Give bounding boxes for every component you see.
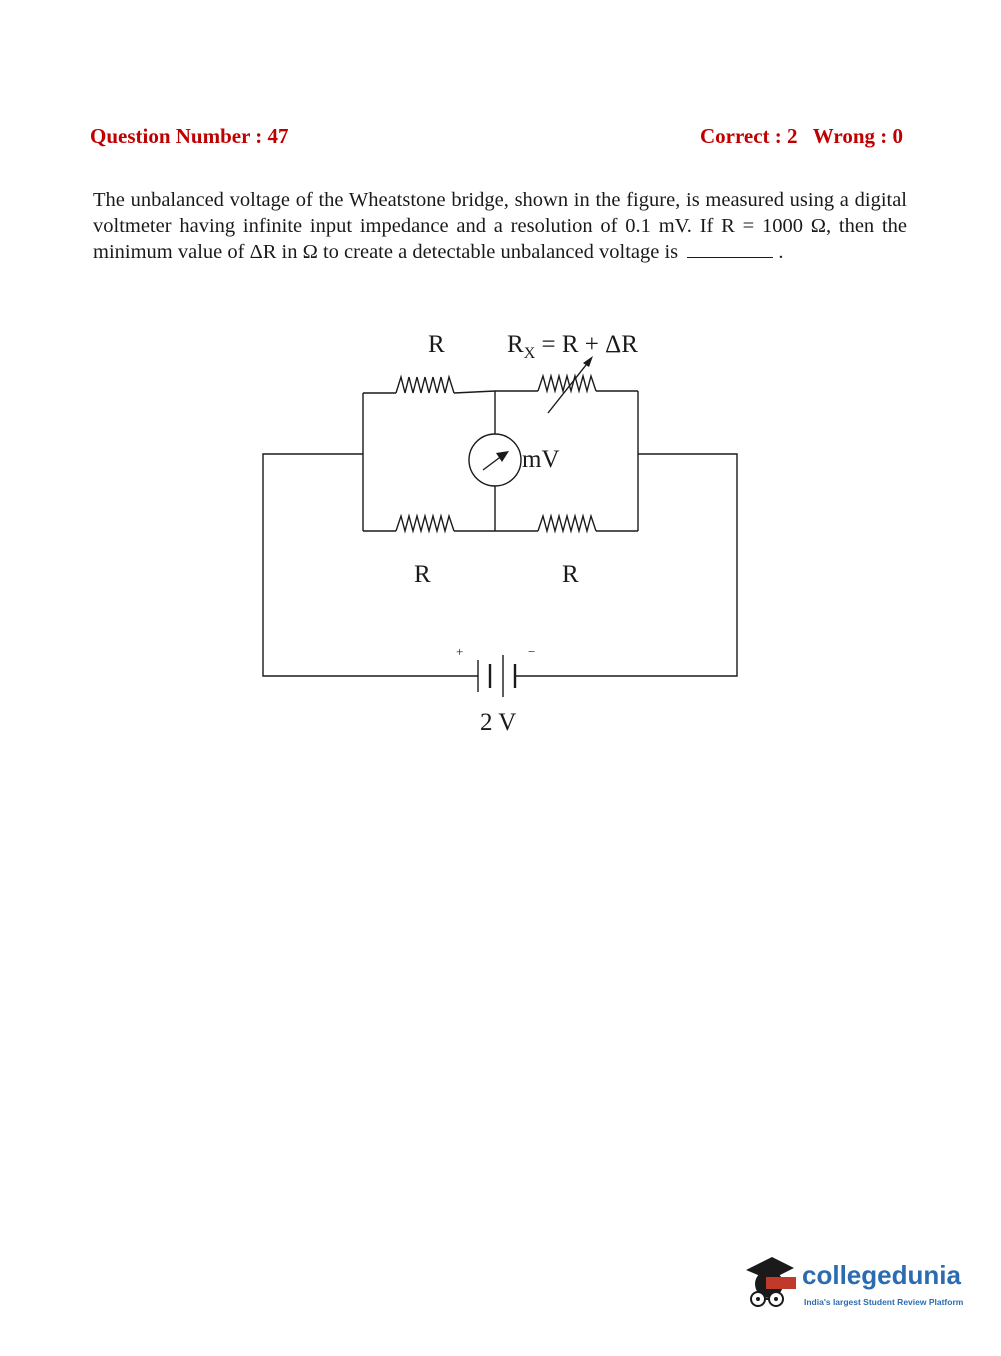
battery-icon [478,655,515,697]
label-battery-voltage: 2 V [480,709,517,736]
left-supply-wire [263,454,478,676]
question-body: The unbalanced voltage of the Wheatstone bridge, shown in the figure, is measured using a digital voltmeter having infinite input impedance and a resolution of 0.1 mV. If R = 1000 Ω, then the minimum value of ΔR in Ω to create a detectable unbalanced voltage is [93,189,907,263]
wrong-count: Wrong : 0 [812,124,903,148]
label-battery-minus: − [528,644,536,659]
label-r-bottom-left: R [414,561,431,588]
mascot-icon [744,1252,804,1322]
logo-name: collegedunia [802,1260,961,1290]
right-supply-wire [516,454,737,676]
label-rx: $R_X = R + \Delta R$ [507,331,638,362]
question-number: Question Number : 47 [90,124,289,148]
collegedunia-logo [744,1252,974,1322]
voltmeter-icon [469,434,521,486]
resistor-r-bottom-left [396,516,454,531]
resistor-r-bottom-right [538,516,596,531]
correct-count: Correct : 2 [699,124,798,148]
label-battery-plus: + [456,644,464,659]
label-r-top: R [428,331,445,358]
resistor-r-top-left [396,377,454,393]
label-r-bottom-right: R [562,561,579,588]
question-end: . [778,241,784,263]
label-meter: mV [522,446,560,473]
logo-tagline: India's largest Student Review Platform [804,1297,964,1307]
